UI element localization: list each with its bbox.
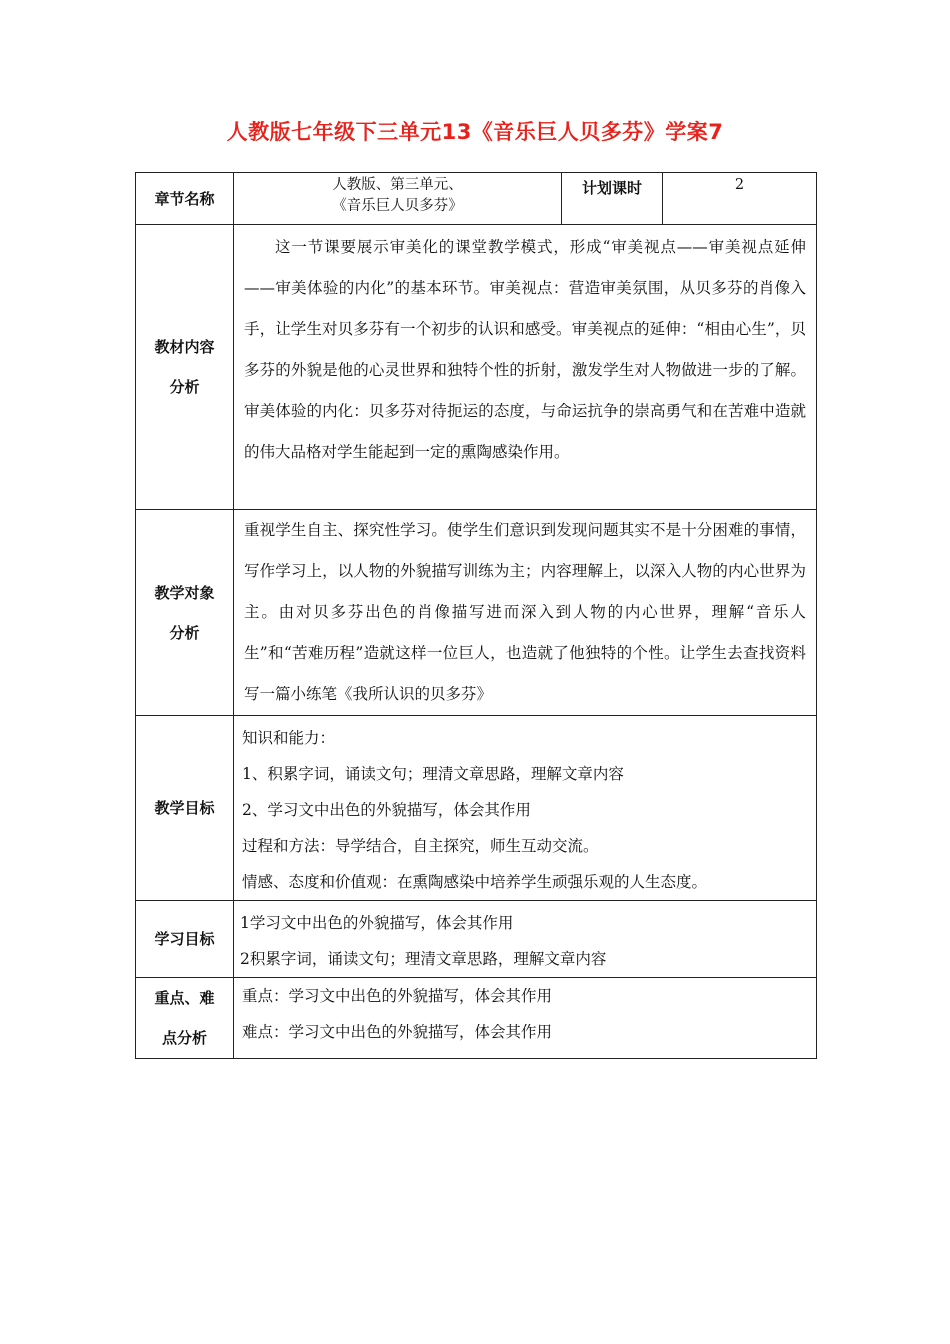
content-analysis-label-line1: 教材内容 <box>154 338 215 356</box>
object-analysis-row <box>136 510 817 716</box>
chapter-label: 章节名称 <box>154 189 215 208</box>
chapter-label-cell <box>136 173 234 225</box>
chapter-value-line2: 《音乐巨人贝多芬》 <box>332 198 463 214</box>
learning-goals-label-cell <box>136 901 234 978</box>
teaching-goals-line: 情感、态度和价值观：在熏陶感染中培养学生顽强乐观的人生态度。 <box>242 873 708 891</box>
planned-hours-label: 计划课时 <box>581 179 642 197</box>
learning-goals-line: 1学习文中出色的外貌描写，体会其作用 <box>240 914 514 932</box>
content-analysis-label-cell <box>136 225 234 510</box>
planned-hours-value: 2 <box>734 177 745 193</box>
chapter-value-line1: 人教版、第三单元、 <box>332 177 463 193</box>
learning-goals-row <box>136 901 817 978</box>
object-analysis-label-line2: 分析 <box>169 623 200 642</box>
learning-goals-label: 学习目标 <box>154 930 215 948</box>
object-analysis-text: 重视学生自主、探究性学习。使学生们意识到发现问题其实不是十分困难的事情，写作学习上，以人物的外貌描写训练为主；内容理解上，以深入人物的内心世界为主。由对贝多芬出色的肖像描写进而深入到人物的内心世界，理解“音乐人生”和“苦难历程”造就这样一位巨人，也造就了他独特的个性。让学生去查找资料写一篇小练笔《我所认识的贝多芬》 <box>244 521 806 703</box>
document-title: 人教版七年级下三单元13《音乐巨人贝多芬》学案7 <box>226 120 724 144</box>
teaching-goals-line: 2、学习文中出色的外貌描写，体会其作用 <box>242 801 531 819</box>
lesson-plan-table <box>135 172 817 1059</box>
content-analysis-text: 这一节课要展示审美化的课堂教学模式，形成“审美视点——审美视点延伸——审美体验的内化”的基本环节。审美视点：营造审美氛围，从贝多芬的肖像入手，让学生对贝多芬有一个初步的认识和感受。审美视点的延伸：“相由心生”，贝多芬的外貌是他的心灵世界和独特个性的折射，激发学生对人物做进一步的了解。审美体验的内化：贝多芬对待扼运的态度，与命运抗争的崇高勇气和在苦难中造就的伟大品格对学生能起到一定的熏陶感染作用。 <box>244 238 806 461</box>
object-analysis-text-cell <box>234 510 817 716</box>
teaching-goals-label: 教学目标 <box>154 799 215 817</box>
planned-hours-value-cell <box>663 173 817 225</box>
teaching-goals-line: 1、积累字词，诵读文句；理清文章思路，理解文章内容 <box>242 765 624 783</box>
teaching-goals-text-cell <box>234 716 817 901</box>
key-points-row <box>136 978 817 1059</box>
object-analysis-label-cell <box>136 510 234 716</box>
chapter-value-cell <box>234 173 562 225</box>
learning-goals-text-cell <box>234 901 817 978</box>
teaching-goals-label-cell <box>136 716 234 901</box>
learning-goals-line: 2积累字词，诵读文句；理清文章思路，理解文章内容 <box>240 950 607 968</box>
teaching-goals-line: 知识和能力： <box>242 729 336 747</box>
object-analysis-label-line1: 教学对象 <box>154 583 215 602</box>
key-points-line: 重点：学习文中出色的外貌描写，体会其作用 <box>242 987 553 1005</box>
content-analysis-label-line2: 分析 <box>169 378 200 396</box>
key-points-label-cell <box>136 978 234 1059</box>
key-points-label-line2: 点分析 <box>161 1029 207 1047</box>
content-analysis-text-cell <box>234 225 817 510</box>
teaching-goals-row <box>136 716 817 901</box>
key-points-line: 难点：学习文中出色的外貌描写，体会其作用 <box>242 1023 553 1041</box>
teaching-goals-line: 过程和方法：导学结合，自主探究，师生互动交流。 <box>242 837 599 855</box>
key-points-text-cell <box>234 978 817 1059</box>
content-analysis-row <box>136 225 817 510</box>
chapter-row <box>136 173 817 225</box>
key-points-label-line1: 重点、难 <box>154 989 215 1007</box>
planned-hours-label-cell <box>562 173 663 225</box>
